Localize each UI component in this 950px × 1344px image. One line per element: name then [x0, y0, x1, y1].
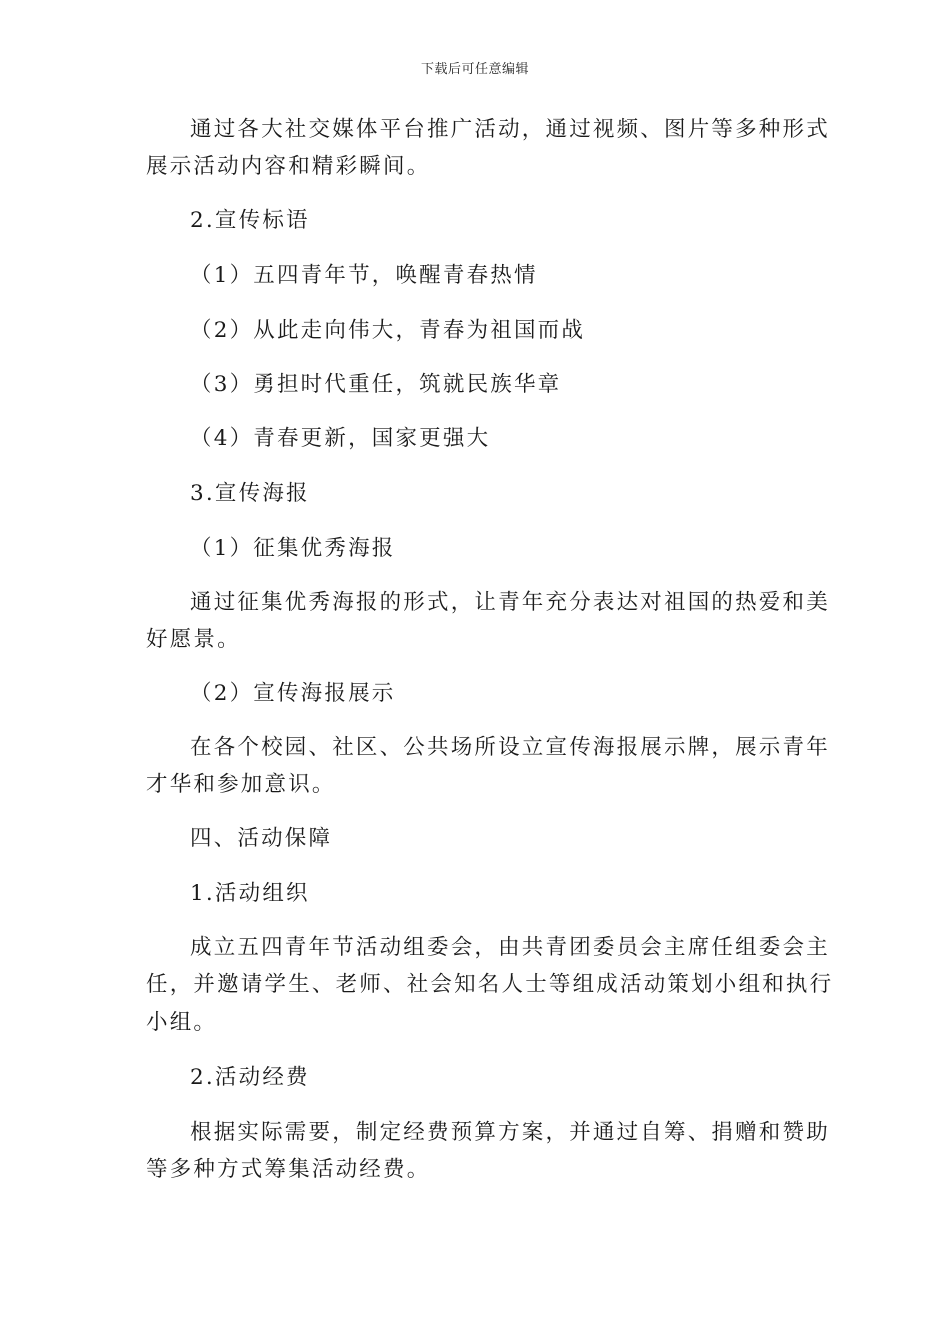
- slogan-item: （4）青春更新，国家更强大: [190, 426, 491, 451]
- subsection-heading: （1）征集优秀海报: [190, 536, 396, 561]
- slogan-item: （1）五四青年节，唤醒青春热情: [190, 263, 538, 288]
- paragraph-line: 才华和参加意识。: [146, 772, 336, 797]
- section-heading: 2.宣传标语: [190, 208, 310, 233]
- paragraph-line: 等多种方式筹集活动经费。: [146, 1157, 431, 1182]
- paragraph-line: 通过各大社交媒体平台推广活动，通过视频、图片等多种形式: [190, 117, 830, 142]
- slogan-item: （3）勇担时代重任，筑就民族华章: [190, 372, 562, 397]
- paragraph-line: 根据实际需要，制定经费预算方案，并通过自筹、捐赠和赞助: [190, 1120, 830, 1145]
- paragraph-line: 小组。: [146, 1010, 218, 1035]
- paragraph-line: 展示活动内容和精彩瞬间。: [146, 154, 431, 179]
- section-heading: 3.宣传海报: [190, 481, 310, 506]
- slogan-item: （2）从此走向伟大，青春为祖国而战: [190, 318, 586, 343]
- section-heading: 2.活动经费: [190, 1065, 310, 1090]
- section-heading: 1.活动组织: [190, 881, 310, 906]
- paragraph-line: 通过征集优秀海报的形式，让青年充分表达对祖国的热爱和美: [190, 590, 830, 615]
- paragraph-line: 好愿景。: [146, 627, 241, 652]
- paragraph-line: 在各个校园、社区、公共场所设立宣传海报展示牌，展示青年: [190, 735, 830, 760]
- paragraph-line: 成立五四青年节活动组委会，由共青团委员会主席任组委会主: [190, 935, 830, 960]
- paragraph-line: 任，并邀请学生、老师、社会知名人士等组成活动策划小组和执行: [146, 972, 834, 997]
- subsection-heading: （2）宣传海报展示: [190, 681, 396, 706]
- section-heading: 四、活动保障: [190, 826, 333, 851]
- download-note: 下载后可任意编辑: [420, 62, 529, 77]
